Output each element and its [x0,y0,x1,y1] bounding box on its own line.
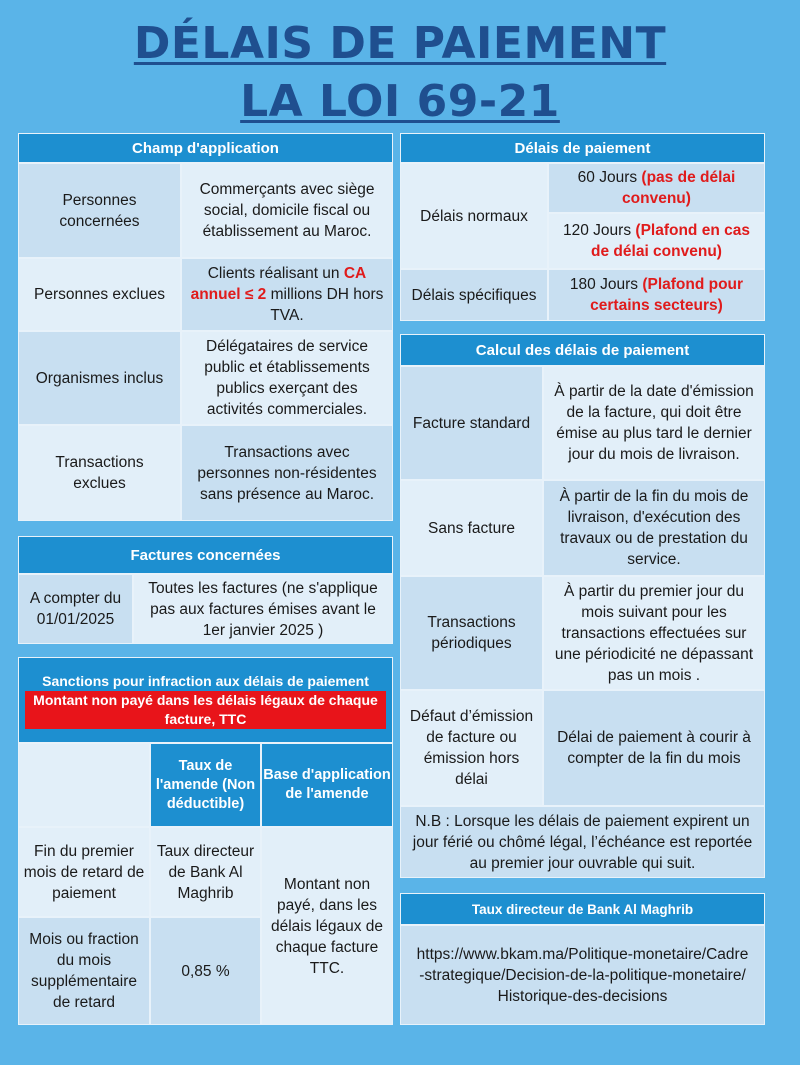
table-body [18,827,393,1025]
row-value: Commerçants avec siège social, domicile fiscal ou établissement au Maroc. [181,163,393,258]
page-subtitle: LA LOI 69-21 [240,76,560,127]
row-value [548,213,765,269]
row-label: Délais spécifiques [400,269,548,321]
taux-url-link[interactable]: https://www.bkam.ma/Politique-monetaire/Cadre-strategique/Decision-de-la-politique-monetaire/Historique-des-decisions [400,925,765,1025]
delais-header: Délais de paiement [400,133,765,163]
calcul-delais-table [400,334,765,878]
table-row [400,366,765,480]
table-row [18,163,393,258]
table-row [18,574,393,644]
row-value: Délégataires de service public et établissements publics exerçant des activités commerciales. [181,331,393,425]
row-value [181,258,393,331]
row-label: Mois ou fraction du mois supplémentaire de retard [18,917,150,1025]
row-label: Facture standard [400,366,543,480]
sanctions-subtitle: Montant non payé dans les délais légaux de chaque facture, TTC [25,691,386,729]
table-row [400,269,765,321]
row-value: 0,85 % [150,917,261,1025]
factures-concernees-table [18,536,393,644]
table-row [400,163,765,269]
sanctions-table [18,657,393,1025]
table-row [400,480,765,576]
table-row [18,827,261,917]
table-row [18,331,393,425]
row-label: Défaut d’émission de facture ou émission hors délai [400,690,543,806]
row-values [548,163,765,269]
col-header-taux: Taux de l'amende (Non déductible) [150,743,261,827]
table-row [18,258,393,331]
table-row [18,425,393,521]
row-value: À partir de la date d'émission de la facture, qui doit être émise au plus tard le dernier jour du mois de livraison. [543,366,765,480]
delais-paiement-table [400,133,765,321]
factures-header: Factures concernées [18,536,393,574]
value-highlight: (Plafond pour certains secteurs) [590,276,744,314]
value-text: 120 Jours [563,222,636,239]
value-highlight: (Plafond en cas de délai convenu) [591,222,750,260]
table-header-row [18,743,393,827]
table-row [18,917,261,1025]
empty-header-cell [18,743,150,827]
row-label: Fin du premier mois de retard de paiement [18,827,150,917]
row-label: Transactions périodiques [400,576,543,690]
champ-application-header: Champ d'application [18,133,393,163]
row-value [548,269,765,321]
col-header-base: Base d'application de l'amende [261,743,393,827]
taux-header: Taux directeur de Bank Al Maghrib [400,893,765,925]
taux-directeur-table [400,893,765,1025]
champ-application-table [18,133,393,521]
value-highlight: CA annuel ≤ 2 [190,265,367,303]
value-text: millions DH hors TVA. [266,286,384,324]
value-text: Clients réalisant un [207,265,344,282]
value-text: 180 Jours [569,276,643,293]
row-label: Transactions exclues [18,425,181,521]
row-value: Délai de paiement à courir à compter de la fin du mois [543,690,765,806]
sanctions-title: Sanctions pour infraction aux délais de paiement [42,672,369,689]
row-label: Sans facture [400,480,543,576]
calcul-header: Calcul des délais de paiement [400,334,765,366]
table-row [400,576,765,690]
row-value: À partir du premier jour du mois suivant pour les transactions effectuées sur une périodicité ne dépassant pas un mois . [543,576,765,690]
row-value: Taux directeur de Bank Al Maghrib [150,827,261,917]
value-text: 60 Jours [577,169,642,186]
row-label: Personnes concernées [18,163,181,258]
row-label: Délais normaux [400,163,548,269]
page-title: DÉLAIS DE PAIEMENT [133,18,667,69]
sanctions-header [18,657,393,743]
table-row [400,690,765,806]
value-highlight: (pas de délai convenu) [622,169,736,207]
row-value: À partir de la fin du mois de livraison, d'exécution des travaux ou de prestation du service. [543,480,765,576]
row-value [548,163,765,213]
row-label: Organismes inclus [18,331,181,425]
row-label: Personnes exclues [18,258,181,331]
nb-note: N.B : Lorsque les délais de paiement expirent un jour férié ou chômé légal, l’échéance est reportée au premier jour ouvrable qui suit. [400,806,765,878]
row-label: A compter du 01/01/2025 [18,574,133,644]
table-left-cols [18,827,261,1025]
base-application-cell: Montant non payé, dans les délais légaux de chaque facture TTC. [261,827,393,1025]
row-value: Toutes les factures (ne s'applique pas aux factures émises avant le 1er janvier 2025 ) [133,574,393,644]
row-value: Transactions avec personnes non-résidentes sans présence au Maroc. [181,425,393,521]
